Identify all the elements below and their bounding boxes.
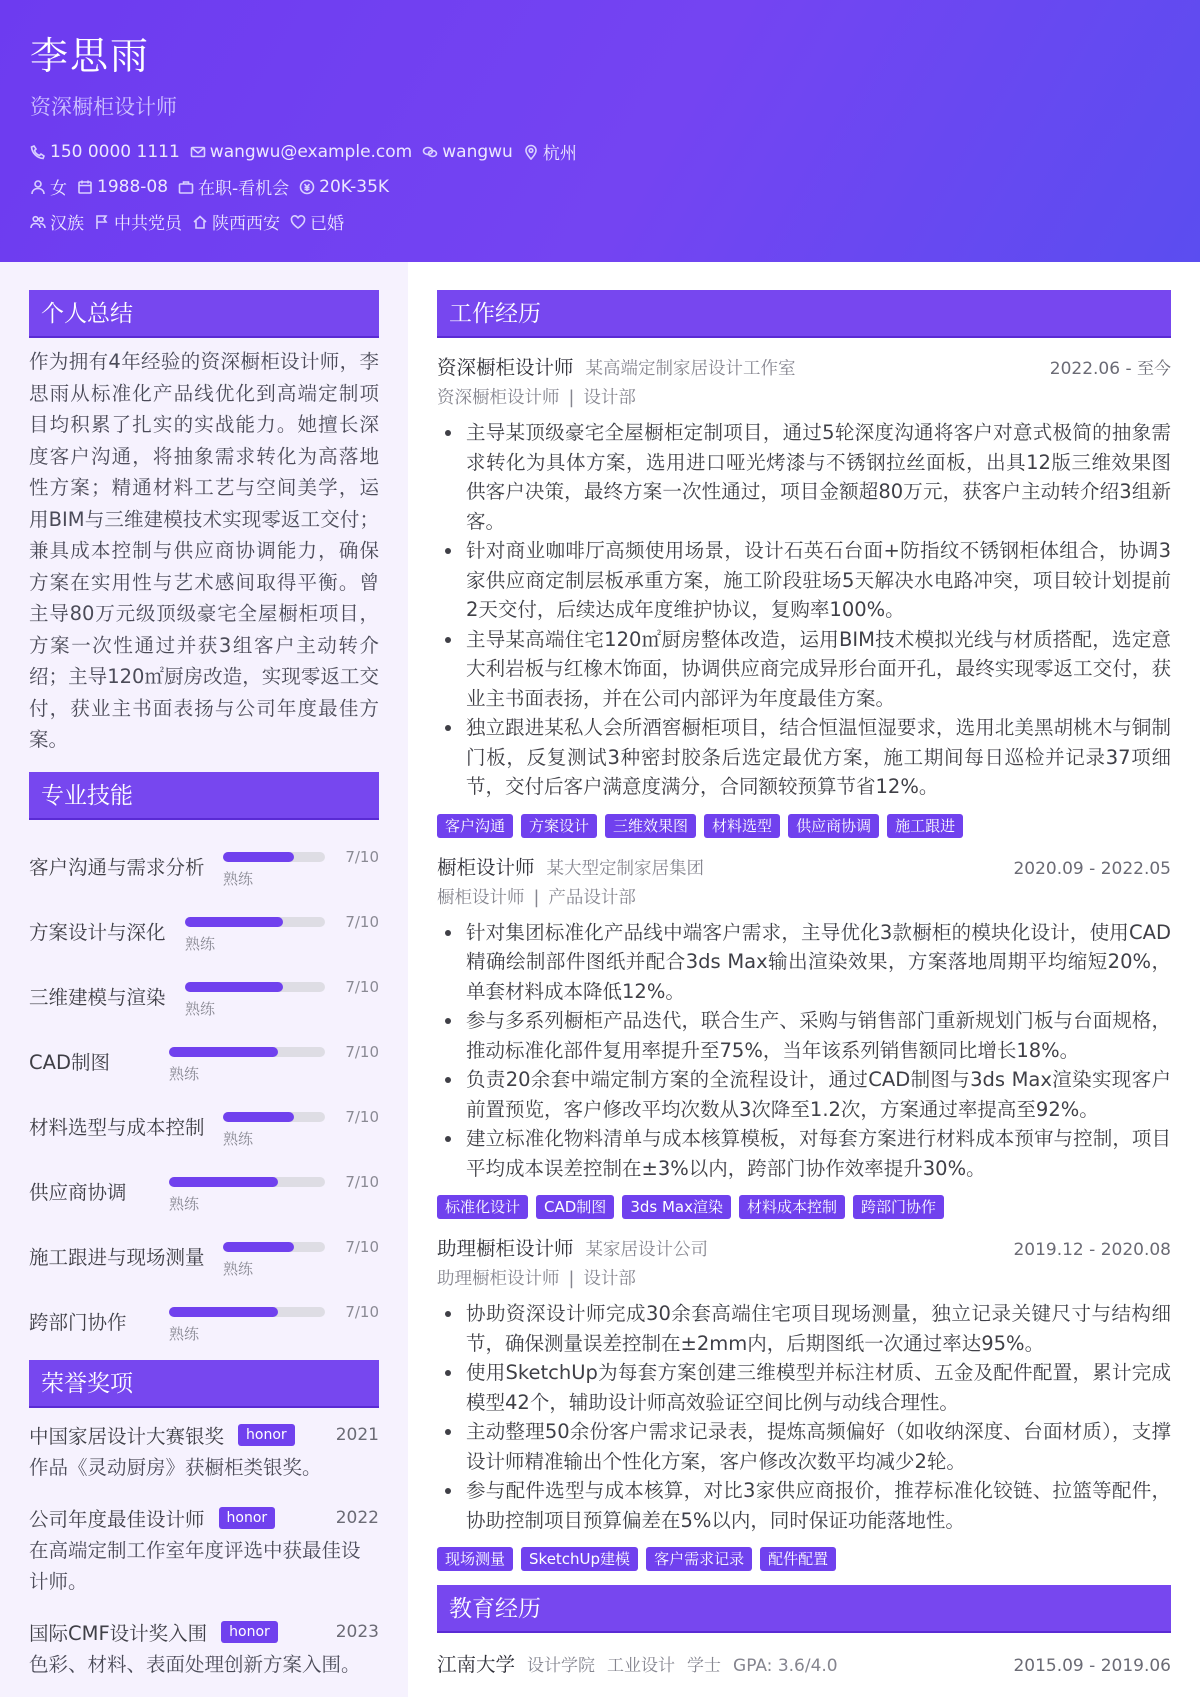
skill-row (29, 1220, 379, 1285)
email-text: wangwu@example.com (209, 141, 413, 162)
skill-score: 7/10 (345, 1107, 379, 1126)
job-bullet: 建立标准化物料清单与成本核算模板，对每套方案进行材料成本预审与控制，项目平均成本误差控制在±3%以内，跨部门协作效率提升30%。 (437, 1124, 1171, 1183)
summary-text: 作为拥有4年经验的资深橱柜设计师，李思雨从标准化产品线优化到高端定制项目均积累了扎实的实战能力。她擅长深度客户沟通，将抽象需求转化为高落地性方案；精通材料工艺与空间美学，运用BIM与三维建模技术实现零返工交付；兼具成本控制与供应商协调能力，确保方案在实用性与艺术感间取得平衡。曾主导80万元级顶级豪宅全屋橱柜项目，方案一次性通过并获3组客户主动转介绍；主导120㎡厨房改造，实现零返工交付，获业主书面表扬与公司年度最佳方案。 (29, 350, 379, 751)
skill-tag: 三维效果图 (605, 814, 696, 838)
skill-name: 方案设计与深化 (29, 920, 166, 944)
honors-title: 荣誉奖项 (29, 1360, 379, 1408)
honor-year: 2021 (335, 1424, 379, 1445)
hometown-item (192, 209, 280, 234)
calendar-icon (77, 179, 93, 195)
job-head (437, 852, 1171, 878)
job-date: 2019.12 - 2020.08 (1013, 1240, 1171, 1260)
skill-tag: 标准化设计 (437, 1195, 528, 1219)
job-subline (437, 884, 1171, 908)
skill-bar-fill (169, 1307, 278, 1317)
skill-score: 7/10 (345, 847, 379, 866)
skill-bar (169, 1307, 325, 1317)
job-bullets (437, 918, 1171, 1184)
phone-icon (30, 144, 46, 160)
honor-desc: 色彩、材料、表面处理创新方案入围。 (29, 1652, 361, 1676)
skill-name: 材料选型与成本控制 (29, 1115, 205, 1139)
skill-level: 熟练 (185, 934, 216, 953)
job-sub-separator: | (568, 1269, 575, 1289)
honor-badge: honor (238, 1424, 295, 1446)
skill-bar-fill (223, 852, 294, 862)
job-bullet: 使用SketchUp为每套方案创建三维模型并标注材质、五金及配件配置，累计完成模型42个，辅助设计师高效验证空间比例与动线合理性。 (437, 1358, 1171, 1417)
skill-score: 7/10 (345, 1302, 379, 1321)
job-tags (437, 1195, 1171, 1219)
flag-icon (94, 214, 110, 230)
city-text: 杭州 (542, 144, 577, 164)
job-entry (437, 852, 1171, 1220)
honor-desc: 作品《灵动厨房》获橱柜类银奖。 (29, 1455, 322, 1479)
ethnicity-text: 汉族 (50, 214, 84, 234)
job-bullet: 主导某高端住宅120㎡厨房整体改造，运用BIM技术模拟光线与材质搭配，选定意大利岩板与红橡木饰面，协调供应商完成异形台面开孔，最终实现零返工交付，获业主书面表扬，并在公司内部评为年度最佳方案。 (437, 625, 1171, 714)
mail-icon (190, 144, 206, 160)
wechat-item[interactable] (422, 142, 513, 162)
job-department: 产品设计部 (548, 887, 636, 908)
resume-header (0, 0, 1200, 262)
honors-list (29, 1420, 379, 1680)
job-date: 2022.06 - 至今 (1049, 359, 1171, 379)
location-icon (523, 144, 539, 160)
honor-head (29, 1420, 379, 1450)
job-bullet: 针对集团标准化产品线中端客户需求，主导优化3款橱柜的模块化设计，使用CAD精确绘制部件图纸并配合3ds Max输出渲染效果，方案落地周期平均缩短20%，单套材料成本降低12%。 (437, 918, 1171, 1007)
skill-level: 熟练 (223, 869, 254, 888)
phone-item[interactable] (30, 142, 180, 162)
skill-level: 熟练 (223, 1129, 254, 1148)
degree-name: 学士 (687, 1656, 722, 1676)
personal-line (30, 175, 1170, 198)
skill-score: 7/10 (345, 912, 379, 931)
skill-score: 7/10 (345, 1172, 379, 1191)
marital-item (290, 209, 344, 234)
status-item (178, 174, 289, 199)
college-name: 设计学院 (527, 1656, 596, 1676)
wechat-icon (422, 144, 438, 160)
skill-tag: 材料选型 (704, 814, 780, 838)
email-item[interactable] (190, 142, 412, 162)
skill-row (29, 1090, 379, 1155)
job-company: 某家居设计公司 (585, 1240, 709, 1260)
job-bullet: 参与配件选型与成本核算，对比3家供应商报价，推荐标准化铰链、拉篮等配件，协助控制项目预算偏差在5%以内，同时保证功能落地性。 (437, 1476, 1171, 1535)
skill-tag: 材料成本控制 (739, 1195, 845, 1219)
skill-row (29, 960, 379, 1025)
skills-list (29, 830, 379, 1350)
skill-bar-fill (169, 1177, 278, 1187)
skill-bar (185, 982, 325, 992)
skill-bar (169, 1177, 325, 1187)
skill-name: 跨部门协作 (29, 1310, 127, 1334)
honor-item (29, 1420, 379, 1483)
skill-bar (223, 1242, 325, 1252)
honor-year: 2023 (335, 1621, 379, 1642)
gpa-value: GPA: 3.6/4.0 (733, 1656, 838, 1676)
skill-level: 熟练 (169, 1064, 200, 1083)
salary-text: 20K-35K (319, 176, 390, 197)
skill-score: 7/10 (345, 1042, 379, 1061)
honor-badge: honor (221, 1621, 278, 1643)
briefcase-icon (178, 179, 194, 195)
job-sub-separator: | (533, 887, 540, 908)
honor-head (29, 1617, 379, 1647)
education-title: 教育经历 (437, 1585, 1171, 1633)
honor-item (29, 1503, 379, 1597)
skill-name: 施工跟进与现场测量 (29, 1245, 205, 1269)
salary-item (299, 177, 389, 197)
party-text: 中共党员 (114, 214, 182, 234)
skill-bar-fill (169, 1047, 278, 1057)
job-position: 资深橱柜设计师 (437, 388, 560, 408)
party-item (94, 209, 182, 234)
skill-bar-fill (223, 1242, 294, 1252)
honor-badge: honor (219, 1507, 276, 1529)
heart-icon (290, 214, 306, 230)
job-head (437, 352, 1171, 378)
skill-bar-fill (185, 917, 283, 927)
skill-tag: 跨部门协作 (853, 1195, 944, 1219)
job-department: 设计部 (583, 1269, 636, 1289)
education-date: 2015.09 - 2019.06 (1013, 1656, 1171, 1676)
city-item (523, 139, 577, 164)
job-entry (437, 1233, 1171, 1571)
sidebar (0, 262, 408, 1697)
skill-row (29, 895, 379, 960)
school-name: 江南大学 (437, 1653, 516, 1676)
job-position: 橱柜设计师 (437, 887, 525, 908)
skills-title: 专业技能 (29, 772, 379, 820)
job-bullet: 协助资深设计师完成30余套高端住宅项目现场测量，独立记录关键尺寸与结构细节，确保测量误差控制在±2mm内，后期图纸一次通过率达95%。 (437, 1299, 1171, 1358)
job-subline (437, 1265, 1171, 1289)
honor-item (29, 1617, 379, 1680)
status-text: 在职-看机会 (198, 179, 290, 199)
skill-bar-fill (185, 982, 283, 992)
background-line (30, 210, 1170, 233)
job-department: 设计部 (583, 388, 636, 408)
skill-name: 供应商协调 (29, 1180, 127, 1204)
skill-tag: 客户需求记录 (646, 1547, 752, 1571)
job-bullet: 针对商业咖啡厅高频使用场景，设计石英石台面+防指纹不锈钢柜体组合，协调3家供应商定制层板承重方案，施工阶段驻场5天解决水电路冲突，项目较计划提前2天交付，后续达成年度维护协议，复购率100%。 (437, 536, 1171, 625)
candidate-role: 资深橱柜设计师 (30, 95, 177, 119)
skill-score: 7/10 (345, 1237, 379, 1256)
honor-desc: 在高端定制工作室年度评选中获最佳设计师。 (29, 1538, 361, 1593)
job-head (437, 1233, 1171, 1259)
honor-head (29, 1503, 379, 1533)
job-company: 某大型定制家居集团 (546, 858, 705, 879)
job-title: 资深橱柜设计师 (437, 356, 574, 379)
home-icon (192, 214, 208, 230)
summary-title: 个人总结 (29, 290, 379, 338)
ethnicity-item (30, 209, 84, 234)
gender-text: 女 (50, 179, 67, 199)
job-bullet: 独立跟进某私人会所酒窖橱柜项目，结合恒温恒湿要求，选用北美黑胡桃木与铜制门板，反复测试3种密封胶条后选定最优方案，施工期间每日巡检并记录37项细节，交付后客户满意度满分，合同额较预算节省12%。 (437, 713, 1171, 802)
skill-tag: 配件配置 (760, 1547, 836, 1571)
skill-tag: SketchUp建模 (521, 1547, 638, 1571)
job-position: 助理橱柜设计师 (437, 1269, 560, 1289)
job-title: 助理橱柜设计师 (437, 1237, 574, 1260)
hometown-text: 陕西西安 (212, 214, 280, 234)
job-subline (437, 384, 1171, 408)
job-bullet: 参与多系列橱柜产品迭代，联合生产、采购与销售部门重新规划门板与台面规格，推动标准化部件复用率提升至75%，当年该系列销售额同比增长18%。 (437, 1006, 1171, 1065)
skill-level: 熟练 (223, 1259, 254, 1278)
birth-text: 1988-08 (97, 176, 169, 197)
contact-line (30, 140, 1170, 163)
user-icon (30, 179, 46, 195)
job-bullet: 主动整理50余份客户需求记录表，提炼高频偏好（如收纳深度、台面材质），支撑设计师精准输出个性化方案，客户修改次数平均减少2轮。 (437, 1417, 1171, 1476)
skill-bar (223, 1112, 325, 1122)
skill-level: 熟练 (185, 999, 216, 1018)
job-company: 某高端定制家居设计工作室 (585, 359, 796, 379)
honor-year: 2022 (335, 1507, 379, 1528)
job-entry (437, 352, 1171, 838)
main-content (437, 262, 1171, 1697)
skill-row (29, 1025, 379, 1090)
work-title: 工作经历 (437, 290, 1171, 338)
job-bullets (437, 1299, 1171, 1535)
skill-bar (223, 852, 325, 862)
skill-bar-fill (223, 1112, 294, 1122)
skill-row (29, 830, 379, 895)
gender-item (30, 174, 67, 199)
job-tags (437, 1547, 1171, 1571)
job-date: 2020.09 - 2022.05 (1013, 858, 1171, 879)
marital-text: 已婚 (310, 214, 344, 234)
skill-bar (185, 917, 325, 927)
skill-tag: 供应商协调 (788, 814, 879, 838)
candidate-name: 李思雨 (30, 34, 151, 78)
skill-row (29, 1155, 379, 1220)
jobs-list (437, 352, 1171, 1571)
honor-name: 中国家居设计大赛银奖 (29, 1424, 225, 1448)
job-bullet: 主导某顶级豪宅全屋橱柜定制项目，通过5轮深度沟通将客户对意式极简的抽象需求转化为具体方案，选用进口哑光烤漆与不锈钢拉丝面板，出具12版三维效果图供客户决策，最终方案一次性通过，项目金额超80万元，获客户主动转介绍3组新客。 (437, 418, 1171, 536)
phone-text: 150 0000 1111 (50, 141, 180, 162)
skill-tag: 客户沟通 (437, 814, 513, 838)
skill-tag: 3ds Max渲染 (622, 1195, 731, 1219)
honor-name: 公司年度最佳设计师 (29, 1507, 205, 1531)
people-icon (30, 214, 46, 230)
skill-bar (169, 1047, 325, 1057)
skill-level: 熟练 (169, 1324, 200, 1343)
job-title: 橱柜设计师 (437, 855, 535, 879)
birth-item (77, 177, 168, 197)
education-entry (437, 1649, 1171, 1675)
skill-row (29, 1285, 379, 1350)
major-name: 工业设计 (607, 1656, 676, 1676)
skill-tag: CAD制图 (536, 1195, 614, 1219)
skill-tag: 施工跟进 (887, 814, 963, 838)
salary-icon (299, 179, 315, 195)
honor-name: 国际CMF设计奖入围 (29, 1621, 208, 1645)
skill-name: 客户沟通与需求分析 (29, 855, 205, 879)
skill-tag: 方案设计 (521, 814, 597, 838)
skill-score: 7/10 (345, 977, 379, 996)
job-bullet: 负责20余套中端定制方案的全流程设计，通过CAD制图与3ds Max渲染实现客户前置预览，客户修改平均次数从3次降至1.2次，方案通过率提高至92%。 (437, 1065, 1171, 1124)
job-sub-separator: | (568, 388, 575, 408)
job-bullets (437, 418, 1171, 802)
skill-level: 熟练 (169, 1194, 200, 1213)
skill-name: CAD制图 (29, 1050, 110, 1074)
job-tags (437, 814, 1171, 838)
skill-tag: 现场测量 (437, 1547, 513, 1571)
skill-name: 三维建模与渲染 (29, 985, 166, 1009)
wechat-text: wangwu (442, 141, 513, 162)
